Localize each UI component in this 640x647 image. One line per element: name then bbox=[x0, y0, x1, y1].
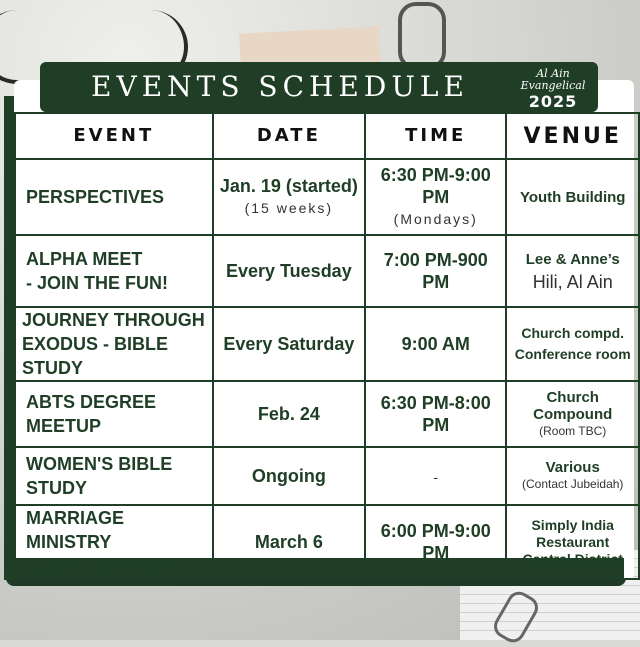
event-name-line2: - JOIN THE FUN! bbox=[26, 273, 168, 293]
event-name: ABTS DEGREE MEETUP bbox=[26, 392, 157, 436]
time-text: - bbox=[433, 468, 439, 485]
header-venue: VENUE bbox=[506, 113, 639, 159]
venue-text-line2: Conference room bbox=[514, 346, 631, 362]
table-row bbox=[15, 307, 639, 381]
venue-cell bbox=[506, 307, 639, 381]
venue-text-line2: Compound bbox=[533, 405, 613, 423]
time-cell bbox=[365, 307, 506, 381]
venue-cell bbox=[506, 505, 639, 579]
time-cell bbox=[365, 505, 506, 579]
page-title: EVENTS SCHEDULE bbox=[91, 70, 469, 103]
venue-text-line2: Hili, Al Ain bbox=[532, 272, 613, 292]
event-cell bbox=[15, 505, 213, 579]
date-text: Jan. 19 (started) bbox=[219, 176, 358, 196]
time-text: 6:30 PM-8:00 PM bbox=[380, 393, 491, 435]
event-name: MARRIAGE MINISTRY bbox=[26, 508, 124, 552]
event-cell bbox=[15, 381, 213, 447]
time-cell bbox=[365, 447, 506, 505]
date-text: Feb. 24 bbox=[257, 404, 320, 424]
table-row bbox=[15, 505, 639, 579]
table-row bbox=[15, 447, 639, 505]
event-name: WOMEN'S BIBLE STUDY bbox=[26, 454, 173, 498]
venue-text: Lee & Anne’s bbox=[525, 251, 620, 268]
header-time: TIME bbox=[365, 113, 506, 159]
venue-cell bbox=[506, 159, 639, 235]
venue-cell bbox=[506, 447, 639, 505]
date-text: Every Tuesday bbox=[225, 261, 352, 281]
date-cell bbox=[213, 159, 365, 235]
date-cell bbox=[213, 505, 365, 579]
logo-brand: Al Ain Evangelical bbox=[520, 67, 586, 92]
event-cell bbox=[15, 159, 213, 235]
time-text: 6:00 PM-9:00 PM bbox=[380, 521, 491, 563]
time-cell bbox=[365, 235, 506, 307]
binder-clip-decoration bbox=[398, 2, 446, 70]
time-cell bbox=[365, 159, 506, 235]
date-cell bbox=[213, 447, 365, 505]
date-text: March 6 bbox=[254, 532, 323, 552]
time-text: 7:00 PM-900 PM bbox=[383, 250, 488, 292]
event-name-line2: COUPLE’S NIGHT bbox=[26, 556, 180, 576]
event-name-line2: EXODUS - BIBLE STUDY bbox=[22, 334, 169, 378]
title-bar bbox=[40, 62, 598, 112]
time-subtext: (Mondays) bbox=[393, 211, 478, 227]
venue-text: Simply India bbox=[531, 516, 614, 533]
date-text: Every Saturday bbox=[223, 334, 355, 354]
church-logo bbox=[518, 64, 588, 110]
logo-year: 2025 bbox=[528, 92, 578, 111]
event-cell bbox=[15, 235, 213, 307]
venue-cell bbox=[506, 381, 639, 447]
venue-text: Various bbox=[545, 459, 600, 476]
venue-subtext: (Room TBC) bbox=[539, 423, 607, 438]
header-row bbox=[15, 113, 639, 159]
venue-text-line3: Central District bbox=[522, 550, 623, 567]
date-cell bbox=[213, 381, 365, 447]
date-cell bbox=[213, 235, 365, 307]
time-text: 9:00 AM bbox=[401, 334, 470, 354]
time-text: 6:30 PM-9:00 PM bbox=[380, 165, 491, 207]
date-subtext: (15 weeks) bbox=[244, 200, 334, 216]
event-cell bbox=[15, 447, 213, 505]
event-name: JOURNEY THROUGH bbox=[22, 310, 205, 330]
venue-cell bbox=[506, 235, 639, 307]
events-table bbox=[14, 112, 640, 580]
venue-text: Church bbox=[546, 388, 599, 406]
venue-text-line2: Restaurant bbox=[536, 533, 610, 550]
header-date: DATE bbox=[213, 113, 365, 159]
venue-text: Youth Building bbox=[519, 188, 626, 206]
event-name: ALPHA MEET bbox=[26, 249, 143, 269]
date-cell bbox=[213, 307, 365, 381]
venue-text: Church compd. bbox=[521, 325, 625, 341]
time-cell bbox=[365, 381, 506, 447]
header-event: EVENT bbox=[15, 113, 213, 159]
date-text: Ongoing bbox=[251, 466, 326, 486]
table-row bbox=[15, 159, 639, 235]
table-row bbox=[15, 235, 639, 307]
event-cell bbox=[15, 307, 213, 381]
table-row bbox=[15, 381, 639, 447]
event-name: PERSPECTIVES bbox=[26, 187, 165, 207]
venue-subtext: (Contact Jubeidah) bbox=[522, 477, 624, 491]
